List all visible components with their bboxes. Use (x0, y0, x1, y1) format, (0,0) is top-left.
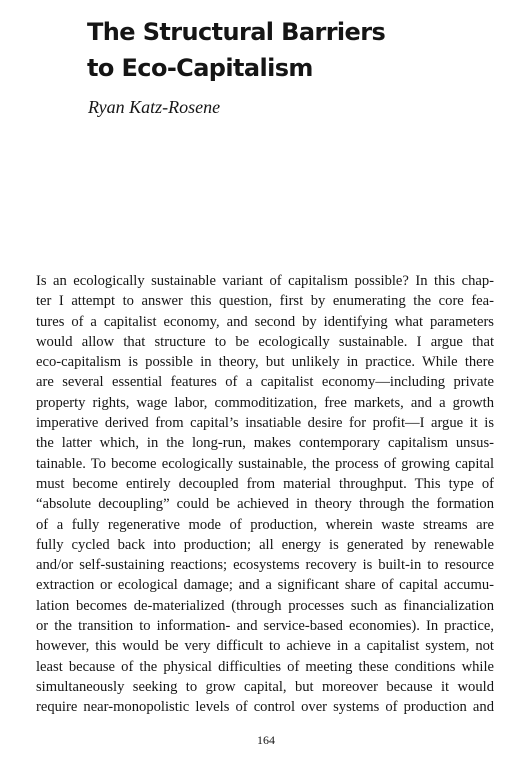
body-line: simultaneously seeking to grow capital, but moreover because it would (36, 678, 494, 695)
body-line: ter I attempt to answer this question, first by enumerating the core fea- (36, 293, 494, 310)
body-line: or the transition to information- and service-based economies). In practice, (36, 618, 494, 635)
body-line: Is an ecologically sustainable variant of capitalism possible? In this chap- (36, 273, 494, 289)
body-line: imperative derived from capital’s insatiable desire for profit—I argue it is (36, 415, 494, 432)
chapter-body-paragraph (36, 271, 494, 718)
body-line: property rights, wage labor, commoditization, free markets, and a growth (36, 394, 494, 411)
body-line: of a fully regenerative mode of production, wherein waste streams are (36, 516, 494, 533)
chapter-title-line-1: The Structural Barriers (87, 18, 386, 46)
body-line: are several essential features of a capitalist economy—including private (36, 374, 494, 391)
page-number: 164 (257, 733, 275, 747)
body-line: eco-capitalism is possible in theory, but unlikely in practice. While there (36, 354, 494, 371)
body-line: however, this would be very difficult to achieve in a capitalist system, not (36, 638, 494, 655)
body-line: tainable. To become ecologically sustainable, the process of growing capital (36, 455, 494, 472)
body-line: must become entirely decoupled from material throughput. This type of (36, 475, 494, 492)
body-line: lation becomes de-materialized (through processes such as financialization (36, 597, 494, 614)
body-line: require near-monopolistic levels of control over systems of production and (36, 699, 494, 716)
chapter-author: Ryan Katz-Rosene (88, 97, 221, 117)
body-line: tures of a capitalist economy, and second by identifying what parameters (36, 313, 494, 330)
chapter-title-line-2: to Eco-Capitalism (87, 54, 313, 82)
body-line: extraction or ecological damage; and a significant share of capital accumu- (36, 577, 494, 594)
body-line: “absolute decoupling” could be achieved in theory through the formation (36, 496, 494, 513)
body-line: and/or self-sustaining reactions; ecosystems recovery is built-in to resource (36, 557, 494, 574)
chapter-title (87, 14, 507, 86)
body-line: fully cycled back into production; all energy is generated by renewable (36, 536, 494, 553)
body-line: would allow that structure to be ecologically sustainable. I argue that (36, 333, 494, 350)
body-line: the latter which, in the long-run, makes contemporary capitalism unsus- (36, 435, 494, 452)
body-line: least because of the physical difficulties of meeting these conditions while (36, 658, 494, 675)
